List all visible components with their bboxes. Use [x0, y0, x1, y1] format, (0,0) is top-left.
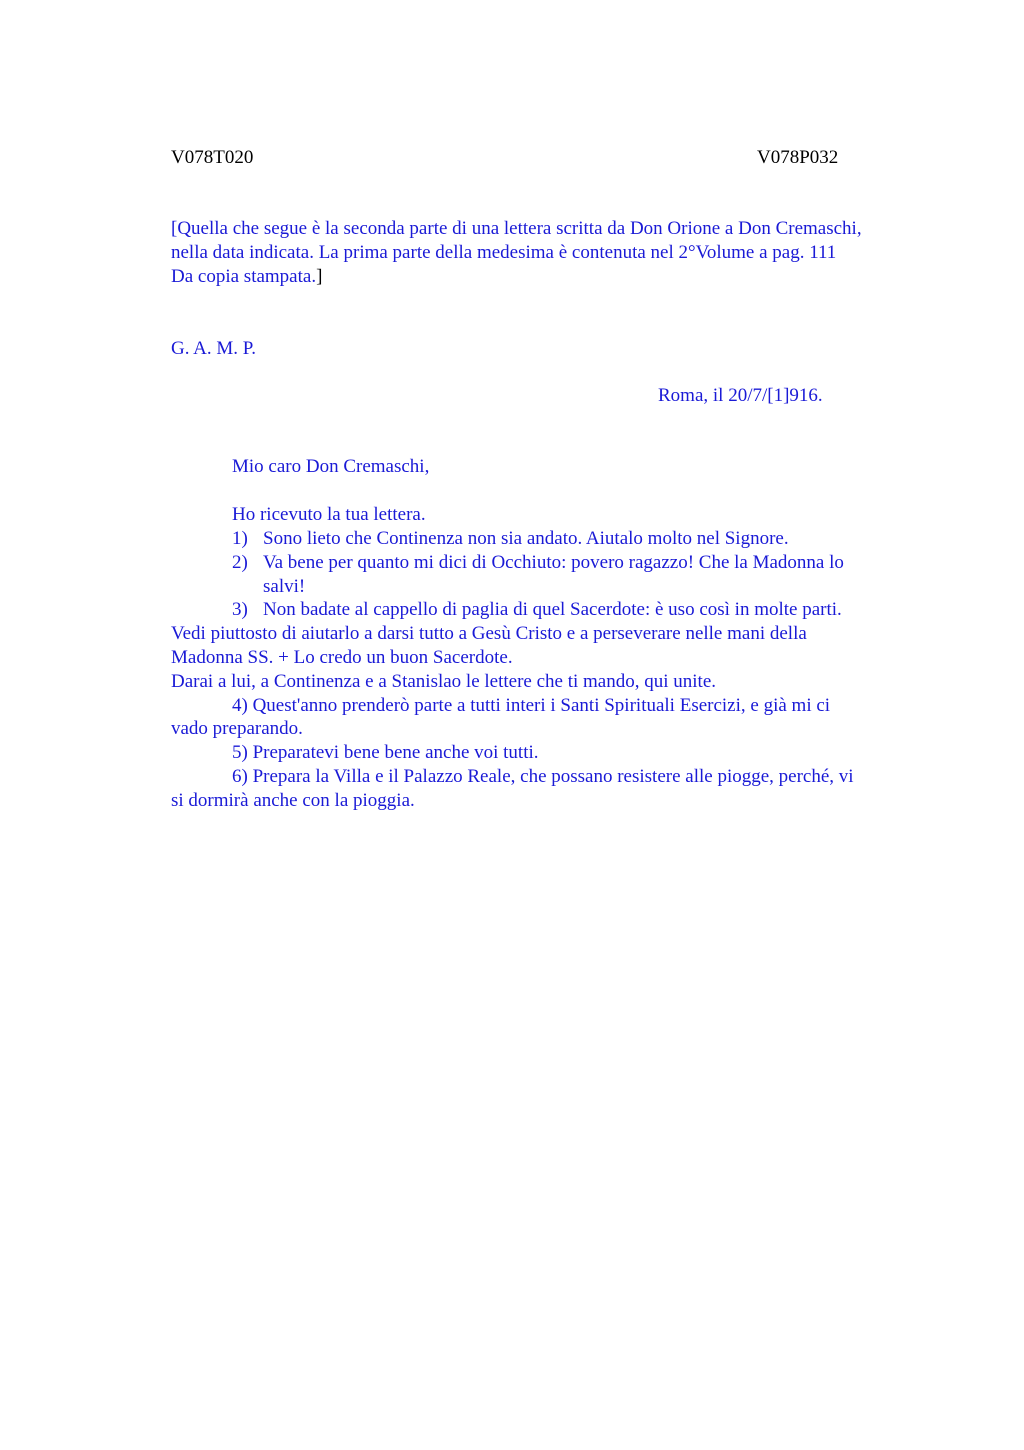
intro-closing-bracket: ]: [316, 266, 323, 287]
list-item-3-line-2: Vedi piuttosto di aiutarlo a darsi tutto a Gesù Cristo e a perseverare nelle mani della: [171, 623, 807, 644]
list-item-text: Quest'anno prenderò parte a tutti interi i Santi Spirituali Esercizi, e già mi ci: [252, 695, 831, 716]
intro-note-line-1: [Quella che segue è la seconda parte di una lettera scritta da Don Orione a Don Cremaschi,: [171, 218, 862, 239]
list-item-2-continuation: salvi!: [263, 576, 306, 597]
list-item-number: 2): [232, 552, 248, 573]
intro-note-line-2: nella data indicata. La prima parte della medesima è contenuta nel 2°Volume a pag. 111: [171, 242, 837, 263]
document-code-left: V078T020: [171, 147, 254, 168]
list-item-number: 4): [232, 695, 248, 716]
list-item-3-line-3: Madonna SS. + Lo credo un buon Sacerdote.: [171, 647, 513, 668]
list-item-text: Non badate al cappello di paglia di quel Sacerdote: è uso così in molte parti.: [263, 599, 842, 620]
list-item-3: [232, 598, 842, 622]
list-item-text: Preparatevi bene bene anche voi tutti.: [252, 742, 539, 763]
list-item-number: 3): [232, 599, 248, 620]
list-item-1: [232, 527, 789, 551]
letter-opening: Ho ricevuto la tua lettera.: [232, 504, 426, 525]
intro-source-text: Da copia stampata.: [171, 266, 317, 287]
list-item-4: [232, 694, 830, 718]
list-item-text: Prepara la Villa e il Palazzo Reale, che possano resistere alle piogge, perché, vi: [252, 766, 854, 787]
list-item-5: [232, 741, 539, 765]
list-item-2: [232, 551, 844, 575]
list-item-6-line-2: si dormirà anche con la pioggia.: [171, 790, 415, 811]
list-item-number: 5): [232, 742, 248, 763]
list-item-text: Sono lieto che Continenza non sia andato. Aiutalo molto nel Signore.: [263, 528, 789, 549]
list-item-4-line-2: vado preparando.: [171, 718, 303, 739]
letter-place-date: Roma, il 20/7/[1]916.: [658, 385, 823, 406]
list-item-6: [232, 765, 854, 789]
intro-note-line-3: [171, 265, 322, 289]
list-item-number: 6): [232, 766, 248, 787]
letter-salutation: Mio caro Don Cremaschi,: [232, 456, 430, 477]
list-item-number: 1): [232, 528, 248, 549]
document-code-right: V078P032: [757, 147, 839, 168]
letter-motto: G. A. M. P.: [171, 338, 256, 359]
list-item-text: Va bene per quanto mi dici di Occhiuto: povero ragazzo! Che la Madonna lo: [263, 552, 844, 573]
list-item-3-line-4: Darai a lui, a Continenza e a Stanislao le lettere che ti mando, qui unite.: [171, 671, 717, 692]
